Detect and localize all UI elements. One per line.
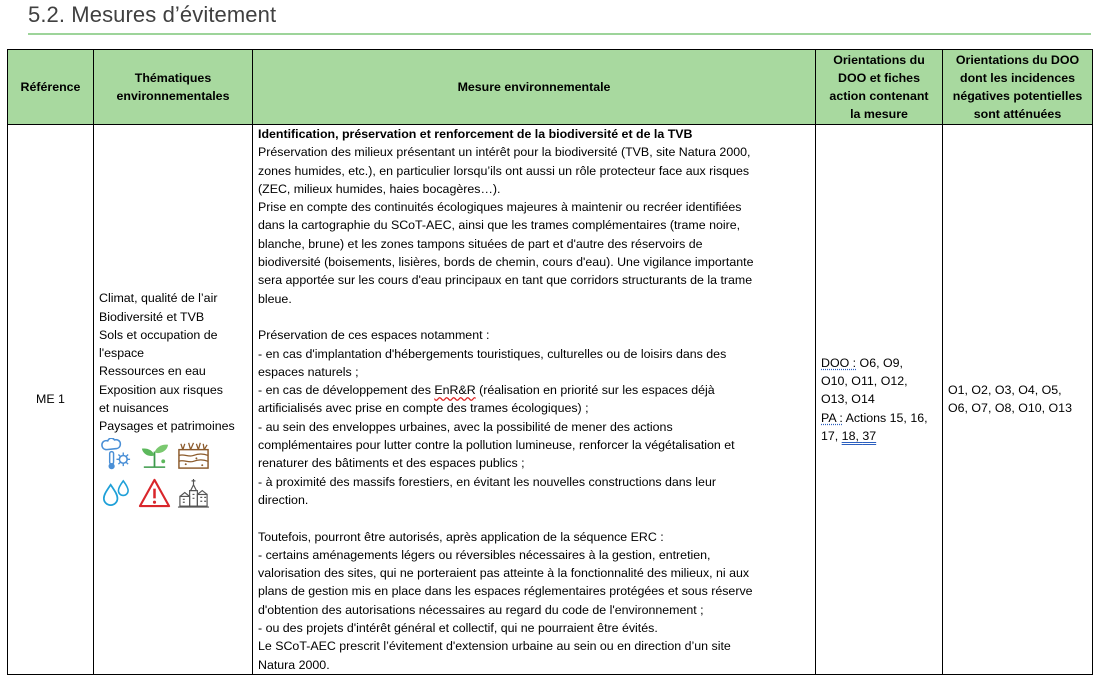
measure-line: direction. — [258, 492, 309, 507]
theme-line: Sols et occupation de — [99, 327, 218, 342]
avoidance-measures-table — [7, 49, 1093, 675]
theme-line: l'espace — [99, 346, 145, 361]
theme-line: Biodiversité et TVB — [99, 309, 205, 324]
header-mesure: Mesure environnementale — [253, 50, 816, 125]
measure-line: zones humides, etc.), en particulier lorsqu’ils ont aussi un rôle protecteur face aux risques — [258, 163, 750, 178]
measure-line: - certains aménagements légers ou réversibles nécessaires à la gestion, entretien, — [258, 547, 711, 562]
measure-line: artificialisés avec prise en compte des trames écologiques) ; — [258, 401, 589, 416]
measure-line: - en cas de développement des EnR&R (réalisation en priorité sur les espaces déjà — [258, 383, 715, 398]
climate-thermometer-icon — [99, 438, 132, 471]
pa-action-37: 37 — [862, 428, 877, 443]
measure-blank-line — [258, 308, 810, 326]
header-orientations-doo: Orientations du DOO et fiches action contenant la mesure — [816, 50, 943, 125]
biodiversity-plant-icon — [138, 438, 171, 471]
measure-line: valorisation des sites, qui ne porteraient pas atteinte à la fonctionnalité des milieux, ni aux — [258, 566, 750, 581]
theme-line: Climat, qualité de l’air — [99, 291, 218, 306]
header-thematiques: Thématiques environnementales — [94, 50, 253, 125]
measure-line: blanche, brune) et les zones tampons situées de part et d'autre des réservoirs de — [258, 236, 703, 251]
measure-blank-line — [258, 509, 810, 527]
cell-orientations-doo: DOO : O6, O9, O10, O11, O12, O13, O14 PA : Actions 15, 16, 17, 18, 37 — [816, 125, 943, 675]
measure-line: plans de gestion mis en place dans les espaces réglementaires protégées et sous réserve — [258, 584, 753, 599]
measure-line: - à proximité des massifs forestiers, en évitant les nouvelles constructions dans leur — [258, 474, 716, 489]
measure-line: - au sein des enveloppes urbaines, avec la possibilité de mener des actions — [258, 419, 673, 434]
measure-line: bleue. — [258, 291, 292, 306]
measure-line: sera apportée sur les cours d'eau principaux en tant que corridors structurants de la trame — [258, 273, 753, 288]
measure-heading: Identification, préservation et renforcement de la biodiversité et de la TVB — [258, 127, 693, 141]
doo-label: DOO : — [821, 355, 857, 370]
risk-warning-icon — [138, 477, 171, 510]
title-underline — [28, 33, 1091, 35]
theme-line: Ressources en eau — [99, 364, 206, 379]
enr-term: EnR&R — [434, 383, 476, 398]
measure-line: renaturer des bâtiments et des espaces publics ; — [258, 456, 525, 471]
measure-line: Toutefois, pourront être autorisés, après application de la séquence ERC : — [258, 529, 664, 544]
table-row — [8, 125, 1093, 675]
measure-line: Préservation des milieux présentant un intérêt pour la biodiversité (TVB, site Natura 2000, — [258, 145, 751, 160]
cell-reference: ME 1 — [8, 125, 94, 675]
header-orientations-negatives: Orientations du DOO dont les incidences négatives potentielles sont atténuées — [943, 50, 1093, 125]
table-header-row — [8, 50, 1093, 125]
measure-line: d'obtention des autorisations nécessaires au regard du code de l'environnement ; — [258, 602, 704, 617]
measure-line: dans la cartographie du SCoT-AEC, ainsi que les trames complémentaires (trame noire, — [258, 218, 741, 233]
measure-line: biodiversité (boisements, lisières, bords de chemin, cours d'eau). Une vigilance importante — [258, 255, 754, 270]
theme-icons — [99, 438, 239, 510]
measure-line: Préservation de ces espaces notamment : — [258, 328, 490, 343]
header-reference: Référence — [8, 50, 94, 125]
heritage-building-icon — [177, 477, 210, 510]
water-drops-icon — [99, 477, 132, 510]
theme-line: et nuisances — [99, 401, 169, 416]
measure-line: - ou des projets d'intérêt général et collectif, qui ne pourraient être évités. — [258, 621, 658, 636]
pa-label: PA : — [821, 410, 843, 425]
pa-action-18: 18 — [841, 428, 856, 443]
measure-line: espaces naturels ; — [258, 364, 359, 379]
section-title: 5.2. Mesures d’évitement — [28, 2, 277, 27]
measure-line: Le SCoT-AEC prescrit l’évitement d'extension urbaine au sein ou en direction d’un site — [258, 639, 731, 654]
soil-layers-icon — [177, 438, 210, 471]
cell-mesure — [253, 125, 816, 675]
measure-line: - en cas d'implantation d'hébergements touristiques, culturelles ou de loisirs dans des — [258, 346, 727, 361]
measure-line: Prise en compte des continuités écologiques majeures à maintenir ou recréer identifiées — [258, 200, 742, 215]
measure-line: Natura 2000. — [258, 657, 330, 672]
cell-thematiques — [94, 125, 253, 675]
theme-line: Exposition aux risques — [99, 382, 223, 397]
measure-line: (ZEC, milieux humides, haies bocagères…). — [258, 181, 501, 196]
measure-line: complémentaires pour lutter contre la pollution lumineuse, renforcer la végétalisation et — [258, 438, 735, 453]
theme-line: Paysages et patrimoines — [99, 419, 235, 434]
cell-orientations-negatives: O1, O2, O3, O4, O5, O6, O7, O8, O10, O13 — [943, 125, 1093, 675]
